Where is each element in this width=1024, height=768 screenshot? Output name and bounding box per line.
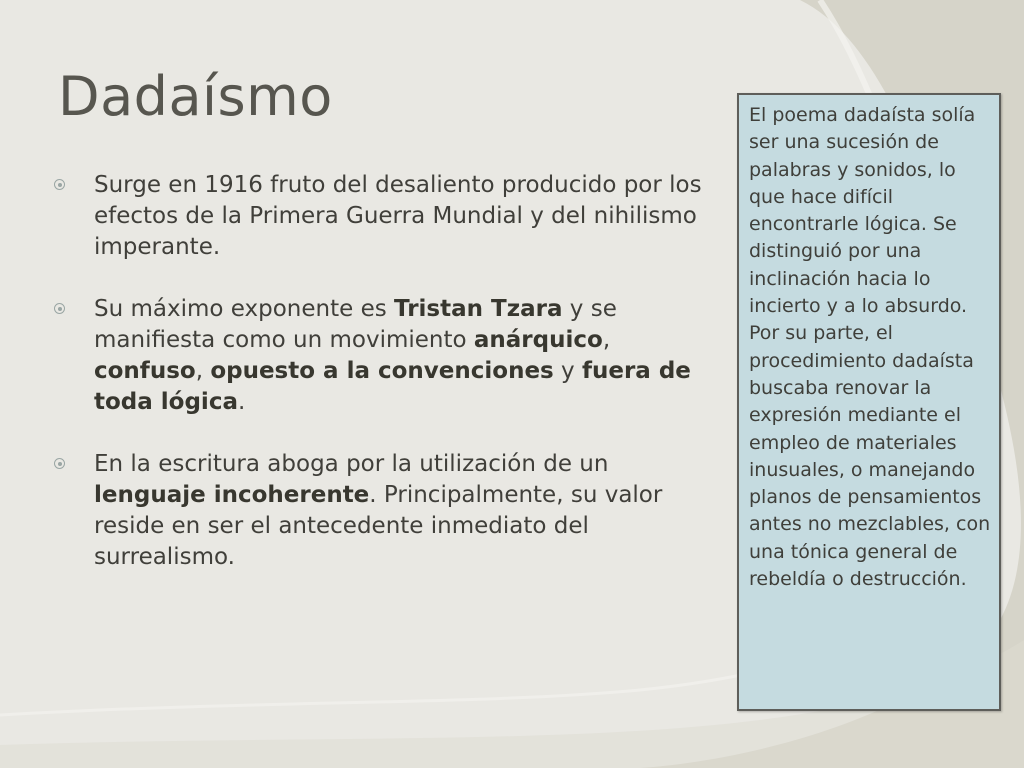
bullet-text: Surge en 1916 fruto del desaliento producido por los efectos de la Primera Guerra Mundial y del nihilismo imperante. [94,172,702,260]
bullet-text: , [602,327,611,353]
bullet-item [52,294,702,418]
slide-title: Dadaísmo [58,65,333,128]
bullet-text: . [237,389,246,415]
bold-text: confuso [94,358,196,384]
bold-text: fuera de toda lógica [94,358,691,415]
bullet-item [52,449,702,573]
bullet-item [52,170,702,263]
side-note-box: El poema dadaísta solía ser una sucesión de palabras y sonidos, lo que hace difícil encontrarle lógica. Se distinguió por una inclinación hacia lo incierto y a lo absurdo. Por su parte, el procedimiento dadaísta buscaba renovar la expresión mediante el empleo de materiales inusuales, o manejando planos de pensamientos antes no mezclables, con una tónica general de rebeldía o destrucción. [737,93,1001,711]
bullet-icon [54,179,65,190]
bullet-icon [54,458,65,469]
bullet-list [52,170,702,604]
bullet-text: Su máximo exponente es [94,296,395,322]
bold-text: Tristan Tzara [394,296,563,322]
bullet-text: y [553,358,582,384]
bold-text: anárquico [473,327,603,353]
bullet-text: En la escritura aboga por la utilización de un [94,451,609,477]
bullet-text: y se manifiesta como un movimiento [94,296,617,353]
bullet-icon [54,303,65,314]
bold-text: opuesto a la convenciones [210,358,554,384]
bullet-text: , [195,358,211,384]
bullet-text: . Principalmente, su valor reside en ser el antecedente inmediato del surrealismo. [94,482,663,570]
bold-text: lenguaje incoherente [94,482,370,508]
